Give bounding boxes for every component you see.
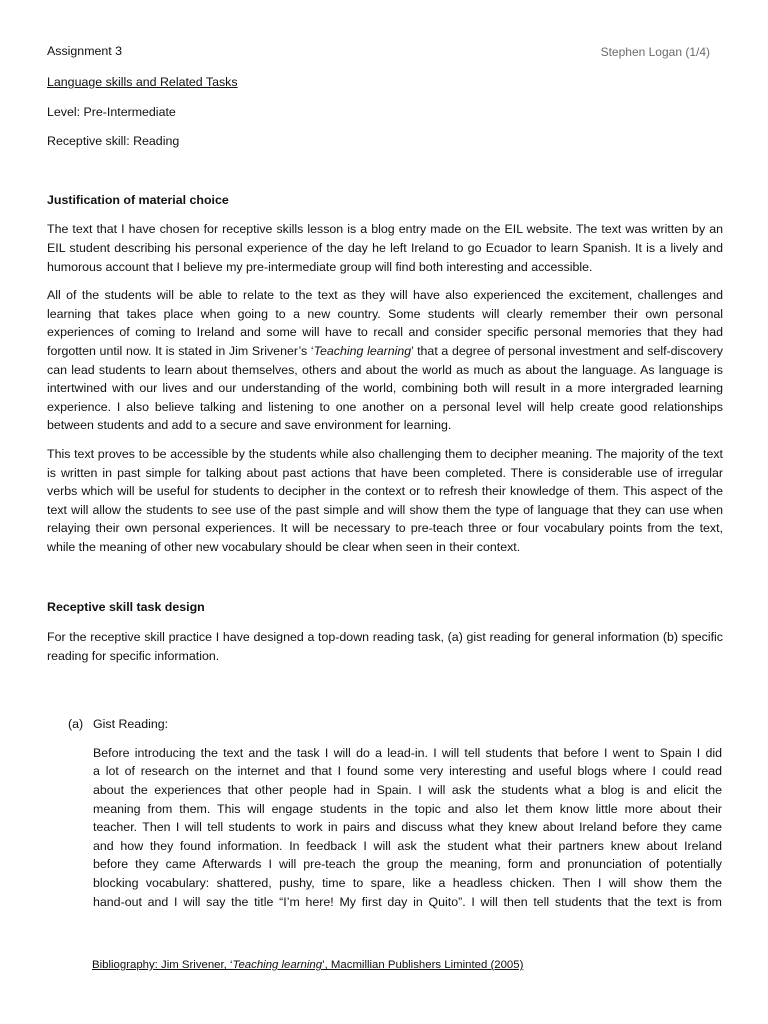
justification-paragraph-3: This text proves to be accessible by the students while also challenging them to decipher meaning. The majority of the text is written in past simple for talking about past actions that have been completed. There is considerable use of irregular verbs which will be useful for students to decipher in the context or to refresh their knowledge of them. This aspect of the text will allow the students to see use of the past simple and will show them the type of language that they can use when relaying their own personal experiences. It will be necessary to pre-teach three or four vocabulary points from the text, while the meaning of other new vocabulary should be clear when seen in their context.	[47, 446, 723, 554]
gist-reading-body	[93, 744, 722, 911]
document-title: Language skills and Related Tasks	[47, 75, 238, 89]
gist-reading-title: Gist Reading:	[93, 717, 169, 732]
justification-paragraph-1: The text that I have chosen for receptive skills lesson is a blog entry made on the EIL website. The text was written by an EIL student describing his personal experience of the day he left Ireland to go Ecuador to learn Spanish. It is a lively and humorous account that I believe my pre-intermediate group will find both interesting and accessible.	[47, 222, 723, 274]
gist-line: Before introducing the text and the task I will do a lead-in. I will tell students that before I went to Spain I did	[93, 745, 722, 760]
task-design-paragraph: For the receptive skill practice I have designed a top-down reading task, (a) gist reading for general information (b) specific reading for specific information.	[47, 630, 723, 663]
justification-paragraph-2	[47, 286, 723, 435]
receptive-skill-line: Receptive skill: Reading	[47, 134, 180, 149]
justification-heading: Justification of material choice	[47, 192, 229, 207]
document-page	[47, 42, 723, 911]
page-header	[47, 42, 723, 62]
gist-line: hand-out and I will say the title “I’m here! My first day in Quito”. I will then tell students that the text is from	[93, 894, 722, 909]
footnote-prefix: Bibliography: Jim Srivener, ‘	[92, 959, 233, 971]
assignment-title: Assignment 3	[47, 44, 123, 58]
gist-line: about the experiences that other people had in Spain. I will ask the students what a blog is and elicit the	[93, 783, 722, 798]
gist-line: blocking vocabulary: shattered, pushy, time to spare, like a headless chicken. Then I will show them the	[93, 876, 722, 890]
gist-line: before they came Afterwards I will pre-teach the group the meaning, form and pronunciation of potentially	[93, 857, 722, 872]
task-design-heading: Receptive skill task design	[47, 600, 205, 615]
gist-line: meaning from them. This will engage students in the topic and also let them know little more about their	[93, 801, 722, 816]
justification-paragraph-2-text-b: ’ that a degree of personal investment and self-discovery can lead students to learn about themselves, others and about the world as much as about the language. As language is intertwined with our lives and our understanding of the world, combining both will result in a more intergraded learning experience. I also believe talking and listening to one another on a personal level will help create good relationships between students and add to a secure and save environment for learning.	[47, 343, 723, 433]
gist-line: teacher. Then I will tell students to work in pairs and discuss what they knew about Ireland before they came	[93, 820, 722, 835]
author-page-label: Stephen Logan (1/4)	[600, 45, 710, 59]
gist-line: and how they found information. In feedback I will ask the student what their partners knew about Ireland	[93, 838, 722, 853]
footnote-suffix: ’, Macmillian Publishers Liminted (2005)	[322, 959, 524, 971]
justification-paragraph-2-book-title: Teaching learning	[313, 343, 412, 358]
gist-line: a lot of research on the internet and that I found some very interesting and useful blogs where I could read	[93, 764, 722, 779]
bibliography-footnote	[92, 959, 523, 971]
gist-reading-item	[68, 715, 723, 734]
justification-paragraph-2-text-a: All of the students will be able to relate to the text as they will have also experienced the excitement, challenges and learning that takes place when going to a new country. Some students will clearly remember their own personal experiences of coming to Ireland and some will have to recall and consider specific personal memories that they had forgotten until now. It is stated in Jim Srivener’s ‘	[47, 288, 723, 358]
gist-reading-label: (a)	[68, 717, 84, 732]
level-line: Level: Pre-Intermediate	[47, 104, 176, 119]
footnote-book-title: Teaching learning	[232, 959, 323, 971]
